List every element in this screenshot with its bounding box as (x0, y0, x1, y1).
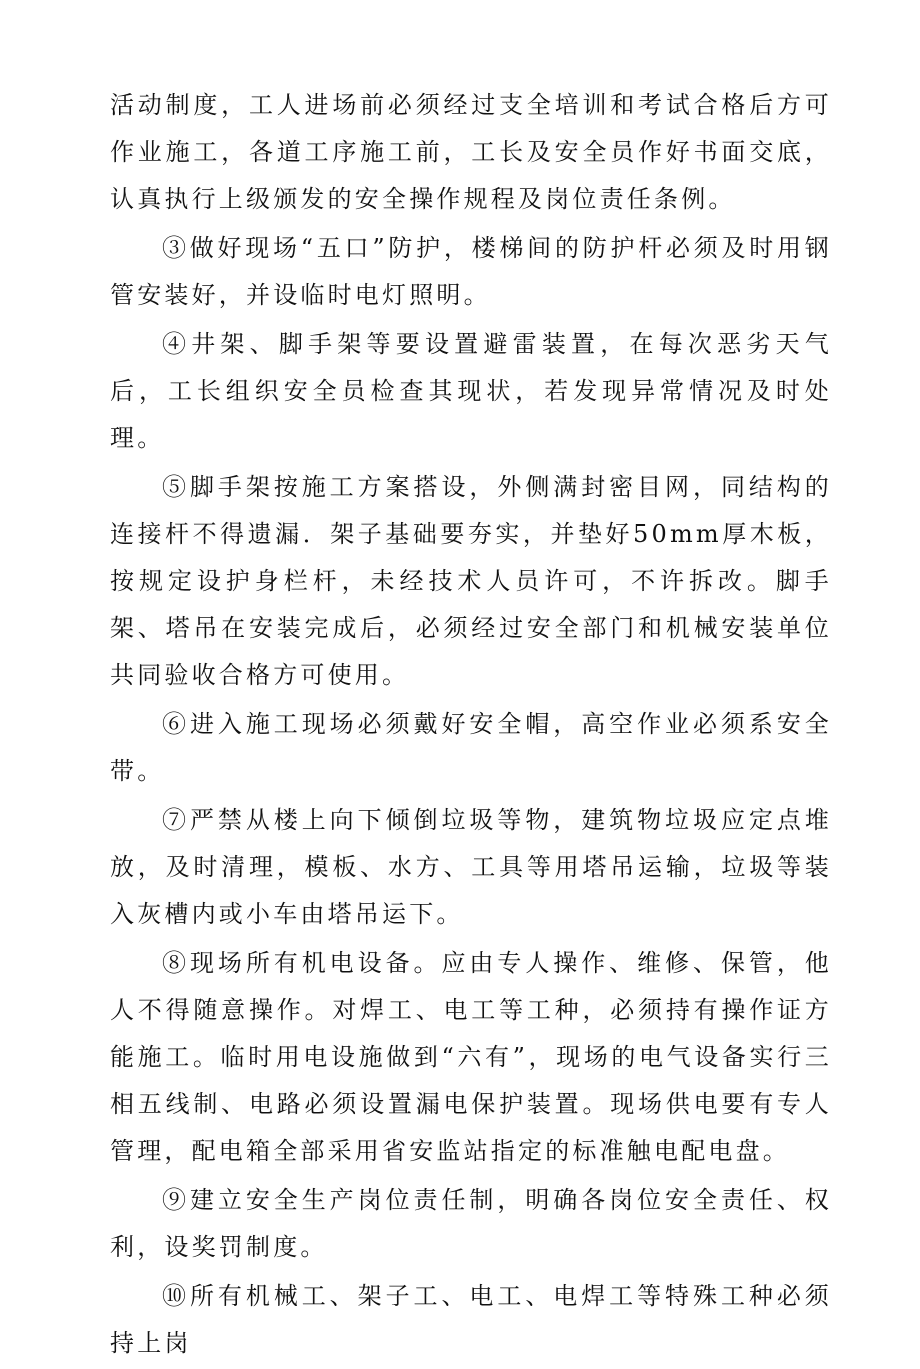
paragraph-item-8: ⑧现场所有机电设备。应由专人操作、维修、保管，他人不得随意操作。对焊工、电工等工种，必须持有操作证方能施工。临时用电设施做到“六有”，现场的电气设备实行三相五线制、电路必须设置漏电保护装置。现场供电要有专人管理，配电箱全部采用省安监站指定的标准触电配电盘。 (110, 949, 832, 1165)
paragraph-item-9: ⑨建立安全生产岗位责任制，明确各岗位安全责任、权利，设奖罚制度。 (110, 1186, 832, 1261)
paragraph-item-3: ③做好现场“五口”防护，楼梯间的防护杆必须及时用钢管安装好，并设临时电灯照明。 (110, 234, 832, 309)
paragraph-item-10: ⑩所有机械工、架子工、电工、电焊工等特殊工种必须持上岗 (110, 1282, 832, 1357)
paragraph-item-5: ⑤脚手架按施工方案搭设，外侧满封密目网，同结构的连接杆不得遗漏．架子基础要夯实，并垫好50mm厚木板，按规定设护身栏杆，未经技术人员许可，不许拆改。脚手架、塔吊在安装完成后，必须经过安全部门和机械安装单位共同验收合格方可使用。 (110, 473, 832, 689)
paragraph-item-4: ④井架、脚手架等要设置避雷装置，在每次恶劣天气后，工长组织安全员检查其现状，若发现异常情况及时处理。 (110, 330, 832, 452)
paragraph-item-6: ⑥进入施工现场必须戴好安全帽，高空作业必须系安全带。 (110, 710, 832, 785)
paragraph-item-7: ⑦严禁从楼上向下倾倒垃圾等物，建筑物垃圾应定点堆放，及时清理，模板、水方、工具等用塔吊运输，垃圾等装入灰槽内或小车由塔吊运下。 (110, 806, 832, 928)
paragraph-continuation: 活动制度，工人进场前必须经过支全培训和考试合格后方可作业施工，各道工序施工前，工长及安全员作好书面交底，认真执行上级颁发的安全操作规程及岗位责任条例。 (110, 91, 832, 213)
document-page (110, 82, 832, 1369)
